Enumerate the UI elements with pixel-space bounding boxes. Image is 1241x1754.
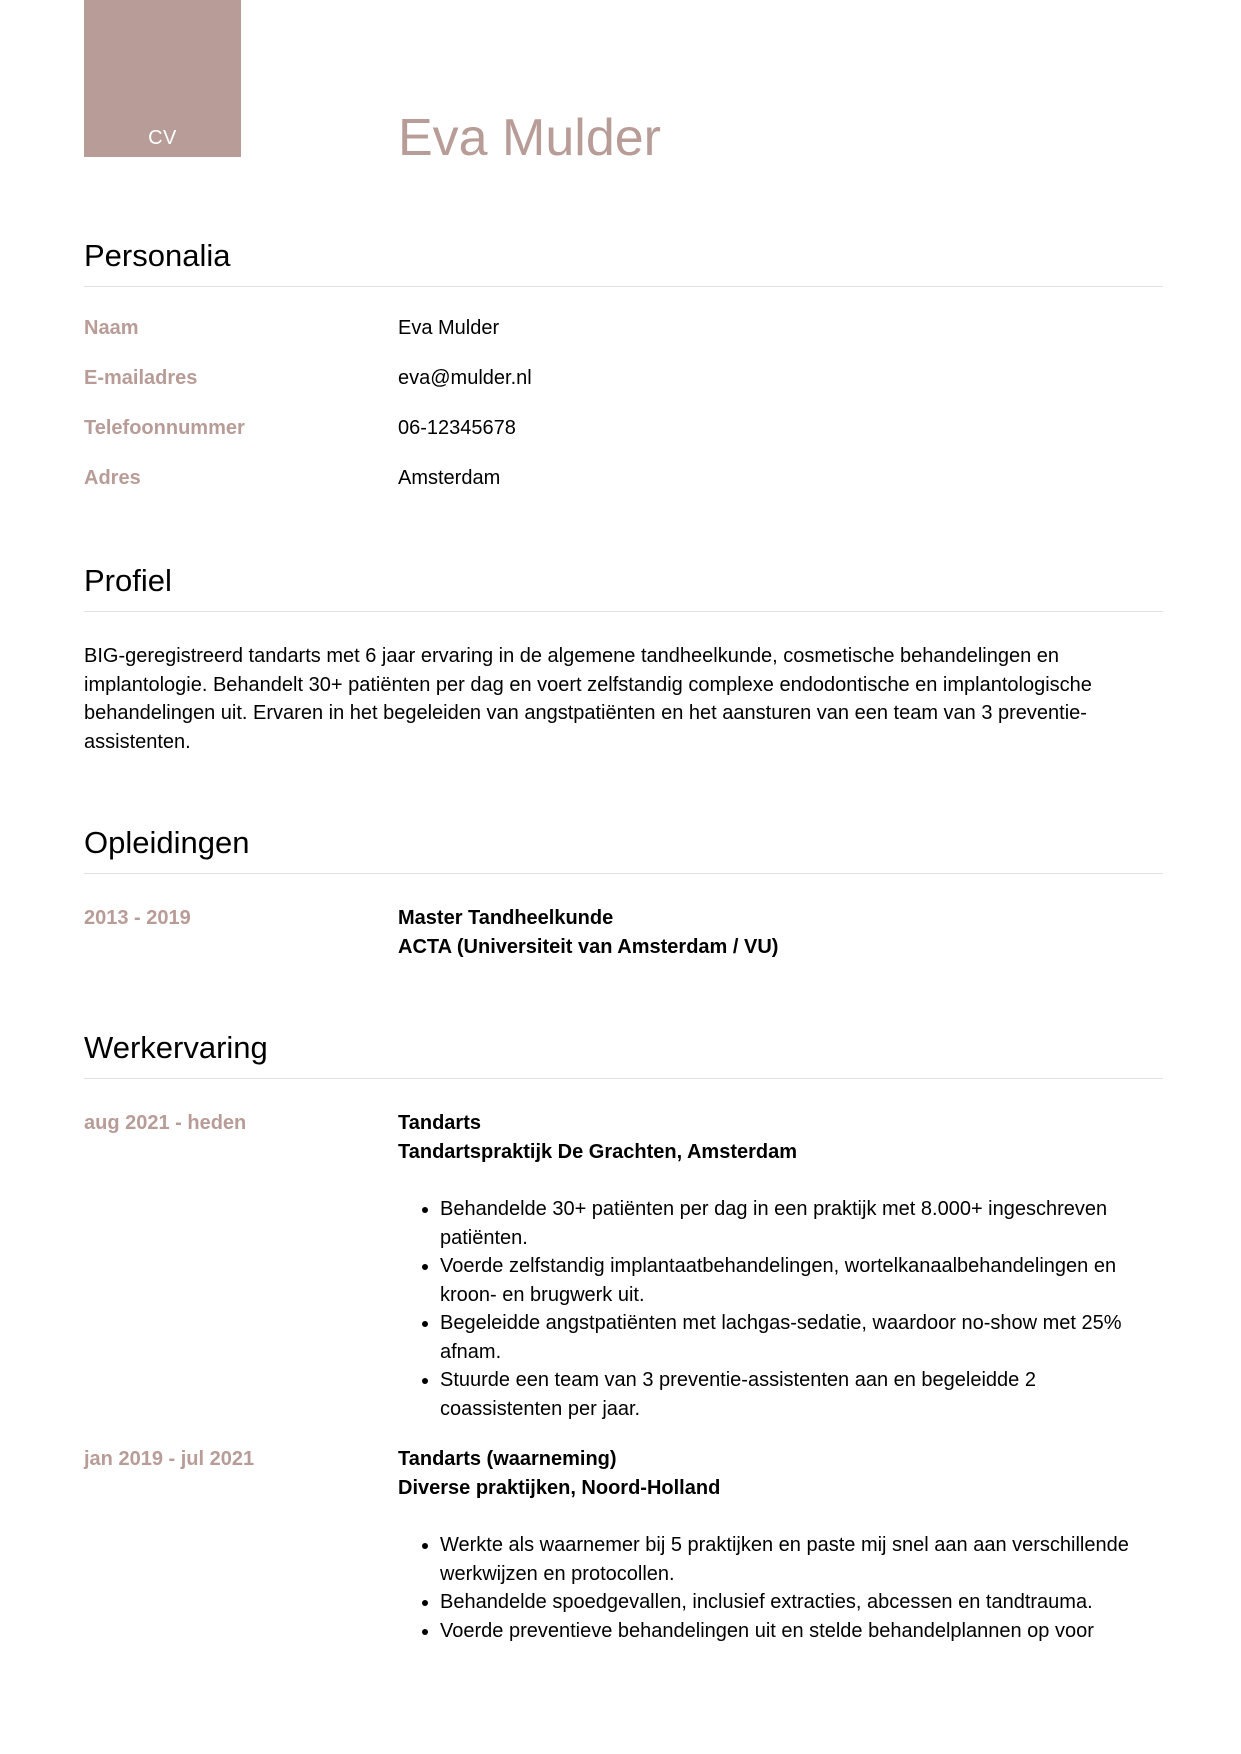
kv-label: Telefoonnummer	[84, 416, 245, 439]
personalia-row-email	[84, 353, 1163, 403]
bullet-item: • Werkte als waarnemer bij 5 praktijken en paste mij snel aan aan verschillende werkwijzen en protocollen.	[440, 1531, 1163, 1588]
entry-body	[398, 1445, 1163, 1645]
bullet-item: • Begeleidde angstpatiënten met lachgas-sedatie, waardoor no-show met 25% afnam.	[440, 1309, 1163, 1366]
kv-value: Amsterdam	[398, 466, 501, 489]
work-entry	[84, 1109, 1163, 1423]
kv-label: Naam	[84, 316, 139, 339]
cv-badge	[84, 0, 241, 157]
section-personalia	[84, 238, 1163, 503]
entry-date: aug 2021 - heden	[84, 1112, 247, 1134]
cv-label: CV	[148, 127, 177, 149]
entry-org: Diverse praktijken, Noord-Holland	[398, 1476, 721, 1499]
education-entry	[84, 904, 1163, 961]
entry-date: 2013 - 2019	[84, 907, 191, 929]
personalia-row-adres	[84, 453, 1163, 503]
section-werkervaring	[84, 1030, 1163, 1645]
bullet-item: • Voerde zelfstandig implantaatbehandelingen, wortelkanaalbehandelingen en kroon- en brugwerk uit.	[440, 1252, 1163, 1309]
section-profiel	[84, 563, 1163, 756]
kv-value: Eva Mulder	[398, 316, 500, 339]
profile-text: BIG-geregistreerd tandarts met 6 jaar ervaring in de algemene tandheelkunde, cosmetische behandelingen en implantologie. Behandelt 30+ patiënten per dag en voert zelfstandig complexe endodontische en implantologische behandelingen uit. Ervaren in het begeleiden van angstpatiënten en het aansturen van een team van 3 preventie-assistenten.	[84, 645, 1092, 753]
kv-value: 06-12345678	[398, 416, 516, 439]
candidate-name: Eva Mulder	[398, 109, 661, 167]
personalia-row-telefoon	[84, 403, 1163, 453]
entry-title: Tandarts	[398, 1112, 481, 1134]
kv-label: Adres	[84, 466, 141, 489]
bullet-item: • Voerde preventieve behandelingen uit en stelde behandelplannen op voor	[440, 1617, 1163, 1646]
entry-org: ACTA (Universiteit van Amsterdam / VU)	[398, 935, 779, 958]
work-entry	[84, 1445, 1163, 1645]
entry-org: Tandartspraktijk De Grachten, Amsterdam	[398, 1140, 798, 1163]
entry-title: Tandarts (waarneming)	[398, 1448, 617, 1470]
entry-date: jan 2019 - jul 2021	[84, 1448, 255, 1470]
kv-value: eva@mulder.nl	[398, 366, 532, 389]
bullet-item: • Behandelde spoedgevallen, inclusief extracties, abcessen en tandtrauma.	[440, 1588, 1163, 1617]
entry-body	[398, 904, 1163, 961]
section-opleidingen	[84, 825, 1163, 961]
section-heading-opleidingen: Opleidingen	[84, 825, 1163, 874]
bullet-item: • Behandelde 30+ patiënten per dag in een praktijk met 8.000+ ingeschreven patiënten.	[440, 1195, 1163, 1252]
bullet-list	[398, 1195, 1163, 1423]
personalia-row-naam	[84, 303, 1163, 353]
section-heading-profiel: Profiel	[84, 563, 1163, 612]
bullet-list	[398, 1531, 1163, 1645]
bullet-item: • Stuurde een team van 3 preventie-assistenten aan en begeleidde 2 coassistenten per jaar.	[440, 1366, 1163, 1423]
section-heading-personalia: Personalia	[84, 238, 1163, 287]
entry-body	[398, 1109, 1163, 1423]
kv-label: E-mailadres	[84, 366, 198, 389]
section-heading-werkervaring: Werkervaring	[84, 1030, 1163, 1079]
entry-title: Master Tandheelkunde	[398, 907, 614, 929]
